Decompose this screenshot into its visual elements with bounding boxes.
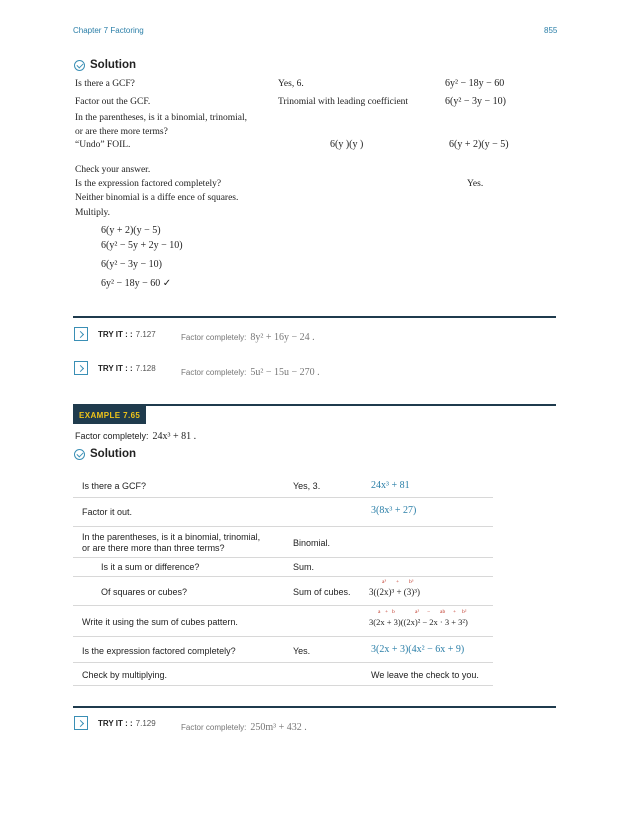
step-question: Neither binomial is a diffe ence of squares. <box>75 193 239 203</box>
try-it-expression: 8y² + 16y − 24 . <box>250 332 315 343</box>
step-answer: Trinomial with leading coefficient <box>278 97 409 107</box>
chapter-title: Chapter 7 Factoring <box>73 26 144 35</box>
try-it-7-129 <box>74 716 156 730</box>
table-row-divider <box>73 576 493 577</box>
chevron-right-icon[interactable] <box>74 716 88 730</box>
chevron-right-icon[interactable] <box>74 327 88 341</box>
multiply-step: 6(y + 2)(y − 5) <box>101 225 161 236</box>
check-circle-icon <box>74 449 85 460</box>
table-row-divider <box>73 685 493 686</box>
try-it-problem <box>181 367 320 378</box>
step-answer: Yes, 6. <box>278 79 304 89</box>
table-cell-question: Check by multiplying. <box>82 670 168 680</box>
try-it-prompt: Factor completely: <box>181 723 247 732</box>
step-question: or are there more terms? <box>75 127 168 137</box>
table-row-divider <box>73 605 493 606</box>
step-question: In the parentheses, is it a binomial, trinomial, <box>75 113 248 123</box>
table-cell-math: 3(8x³ + 27) <box>371 505 417 516</box>
pattern-label: + <box>385 609 389 615</box>
step-question: Is there a GCF? <box>75 79 135 89</box>
table-cell-question: Factor it out. <box>82 507 133 517</box>
step-math: 6(y + 2)(y − 5) <box>449 139 509 150</box>
example-problem <box>75 431 196 442</box>
try-it-prompt: Factor completely: <box>181 333 247 342</box>
divider <box>73 316 556 318</box>
pattern-label: − <box>427 609 431 615</box>
step-answer: 6(y )(y ) <box>330 139 364 150</box>
try-it-number: 7.128 <box>135 363 156 373</box>
table-cell-answer: Binomial. <box>293 538 331 548</box>
chevron-right-icon[interactable] <box>74 361 88 375</box>
solution-label: Solution <box>90 59 136 71</box>
solution-heading <box>74 448 136 460</box>
pattern-label: a³ <box>382 579 387 585</box>
table-cell-answer: Yes. <box>293 646 311 656</box>
table-row-divider <box>73 526 493 527</box>
table-cell-question: In the parentheses, is it a binomial, trinomial, <box>82 532 261 542</box>
table-row-divider <box>73 557 493 558</box>
table-cell-math: 3(2x + 3)(4x² − 6x + 9) <box>371 644 465 655</box>
table-cell-question: Is it a sum or difference? <box>101 562 200 572</box>
try-it-problem <box>181 332 315 343</box>
table-cell-question: Write it using the sum of cubes pattern. <box>82 617 238 627</box>
try-it-label: TRY IT : : <box>98 718 133 728</box>
try-it-7-128 <box>74 361 156 375</box>
step-math: 6(y² − 3y − 10) <box>445 96 506 107</box>
pattern-label: b³ <box>409 579 414 585</box>
pattern-label: ab <box>440 609 446 615</box>
step-question: Multiply. <box>75 208 111 218</box>
table-cell-answer: Sum of cubes. <box>293 587 351 597</box>
step-math: 6y² − 18y − 60 <box>445 78 505 89</box>
check-circle-icon <box>74 60 85 71</box>
table-row-divider <box>73 497 493 498</box>
try-it-problem <box>181 722 307 733</box>
step-question: Check your answer. <box>75 165 151 175</box>
table-cell-question: Of squares or cubes? <box>101 587 188 597</box>
try-it-prompt: Factor completely: <box>181 368 247 377</box>
try-it-expression: 5u² − 15u − 270 . <box>250 367 320 378</box>
table-cell-question: or are there more than three terms? <box>82 543 225 553</box>
table-row-divider <box>73 636 493 637</box>
try-it-label: TRY IT : : <box>98 363 133 373</box>
table-cell-math: 3((2x)³ + (3)³) <box>369 587 420 597</box>
try-it-expression: 250m³ + 432 . <box>250 722 307 733</box>
pattern-label: b <box>392 609 395 615</box>
try-it-label: TRY IT : : <box>98 329 133 339</box>
multiply-step: 6(y² − 5y + 2y − 10) <box>101 240 183 251</box>
pattern-label: a² <box>415 609 420 615</box>
pattern-label: b² <box>462 609 467 615</box>
pattern-label: + <box>453 609 457 615</box>
example-banner: EXAMPLE 7.65 <box>73 406 146 424</box>
table-cell-answer: We leave the check to you. <box>371 670 479 680</box>
divider <box>73 706 556 708</box>
try-it-number: 7.129 <box>135 718 156 728</box>
step-question: “Undo” FOIL. <box>75 140 131 150</box>
multiply-step: 6(y² − 3y − 10) <box>101 259 162 270</box>
solution-label: Solution <box>90 448 136 460</box>
table-cell-answer: Sum. <box>293 562 315 572</box>
table-cell-question: Is the expression factored completely? <box>82 646 236 656</box>
pattern-label: + <box>396 579 400 585</box>
table-cell-question: Is there a GCF? <box>82 481 147 491</box>
step-question: Factor out the GCF. <box>75 97 151 107</box>
table-cell-math: 24x³ + 81 <box>371 480 410 491</box>
pattern-label: a <box>378 609 381 615</box>
table-cell-answer: Yes, 3. <box>293 481 321 491</box>
step-question: Is the expression factored completely? <box>75 179 222 189</box>
solution-heading <box>74 59 136 71</box>
example-expression: 24x³ + 81 . <box>152 431 197 442</box>
example-prompt: Factor completely: <box>75 431 149 441</box>
try-it-number: 7.127 <box>135 329 156 339</box>
page-number: 855 <box>544 26 558 35</box>
try-it-7-127 <box>74 327 156 341</box>
sum-of-cubes-expression <box>369 578 439 604</box>
step-answer: Yes. <box>467 179 484 189</box>
multiply-step: 6y² − 18y − 60 ✓ <box>101 278 172 289</box>
table-cell-math: 3(2x + 3)((2x)² − 2x · 3 + 3²) <box>369 617 468 627</box>
table-row-divider <box>73 662 493 663</box>
sum-of-cubes-pattern <box>369 608 489 634</box>
